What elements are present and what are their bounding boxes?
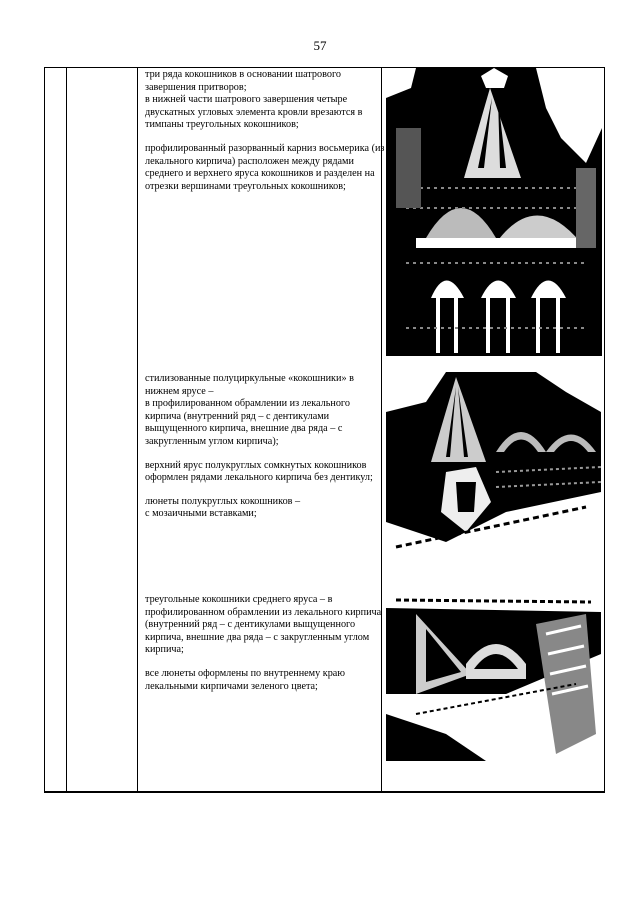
triangular-kokoshniki-photo — [386, 594, 601, 761]
row-2-paragraph-3: люнеты полукруглых кокошников – с мозаичными вставками; — [145, 495, 301, 520]
column-divider — [44, 68, 45, 791]
column-divider — [66, 68, 67, 791]
row-3-description — [145, 594, 385, 704]
row-1-paragraph-1: три ряда кокошников в основании шатрового завершения притворов; в нижней части шатрового завершения четыре двускатных угловых элемента кровли врезаются в тимпаны треугольных кокошников; — [145, 69, 363, 131]
row-3-paragraph-2: все люнеты оформлены по внутреннему краю лекальными кирпичами зеленого цвета; — [145, 667, 345, 692]
column-divider — [137, 68, 138, 791]
row-2-paragraph-2: верхний ярус полукруглых сомкнутых кокошников оформлен рядами лекального кирпича без дентикул; — [145, 459, 373, 484]
row-1-paragraph-2: профилированный разорванный карниз восьмерика (из лекального кирпича) расположен между рядами среднего и верхнего яруса кокошников и разделен на отрезки вершинами треугольных кокошников; — [145, 142, 385, 192]
semicircular-kokoshniki-photo — [386, 372, 601, 562]
row-1-description — [145, 69, 385, 204]
church-tent-roof-photo — [386, 68, 602, 356]
column-divider — [604, 68, 605, 791]
row-2-description — [145, 373, 385, 532]
page-number: 57 — [313, 38, 327, 53]
row-3-paragraph-1: треугольные кокошники среднего яруса – в профилированном обрамлении из лекального кирпича (внутренний ряд – с дентикулами выщущенного кирпича, внешние два ряда – с закругленным углом кирпича; — [145, 594, 382, 656]
row-2-paragraph-1: стилизованные полуциркульные «кокошники» в нижнем ярусе – в профилированном обрамлении из лекального кирпича (внутренний ряд – с дентикулами выщущенного кирпича, внешние два ряда – с закругленным углом кирпича); — [145, 373, 354, 447]
